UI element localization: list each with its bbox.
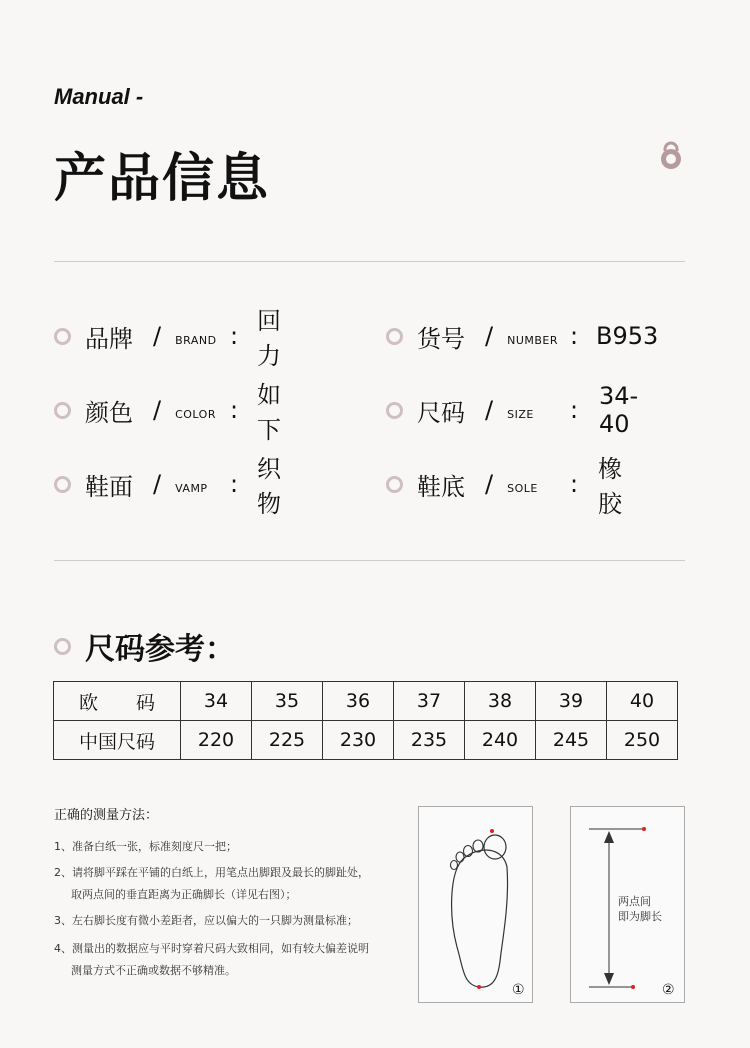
attr-en-label: VAMP — [175, 481, 208, 495]
diagram-label: 两点间 — [618, 895, 651, 908]
table-cell: 240 — [465, 721, 536, 760]
colon: : — [230, 322, 239, 350]
slash: / — [485, 322, 494, 350]
bullet-ring-icon — [54, 402, 71, 419]
colon: : — [570, 396, 579, 424]
measure-step: 测量方式不正确或数据不够精准。 — [71, 964, 236, 977]
attr-en-label: COLOR — [175, 407, 216, 421]
bullet-ring-icon — [386, 476, 403, 493]
measure-step: 取两点间的垂直距离为正确脚长（详见右图）； — [71, 888, 297, 901]
table-cell: 39 — [536, 682, 607, 721]
attr-size — [386, 382, 639, 438]
measure-step: 1、准备白纸一张，标准刻度尺一把； — [54, 840, 237, 853]
bullet-ring-icon — [54, 638, 71, 655]
attr-label: 货号 — [417, 324, 465, 353]
colon: : — [570, 322, 579, 350]
slash: / — [485, 396, 494, 424]
table-cell: 230 — [323, 721, 394, 760]
attr-value: 如下 — [257, 381, 281, 444]
slash: / — [153, 322, 162, 350]
attr-vamp — [54, 455, 281, 518]
attr-en-label: BRAND — [175, 333, 217, 347]
attr-value: 34-40 — [599, 382, 639, 438]
table-cell: 38 — [465, 682, 536, 721]
table-cell: 220 — [181, 721, 252, 760]
table-cell: 245 — [536, 721, 607, 760]
attr-label: 颜色 — [85, 398, 133, 427]
table-cell: 250 — [607, 721, 678, 760]
attr-brand — [54, 307, 281, 370]
foot-diagram — [418, 806, 533, 1003]
table-row — [54, 682, 678, 721]
table-cell: 35 — [252, 682, 323, 721]
table-cell: 225 — [252, 721, 323, 760]
measure-step: 4、测量出的数据应与平时穿着尺码大致相同，如有较大偏差说明 — [54, 942, 369, 955]
attr-label: 鞋面 — [85, 472, 133, 501]
figure-number: ① — [512, 982, 525, 998]
figure-number: ② — [662, 982, 675, 998]
attr-value: 织物 — [257, 455, 281, 518]
attr-color — [54, 381, 281, 444]
table-cell: 36 — [323, 682, 394, 721]
row-label: 欧 码 — [54, 682, 181, 721]
table-cell: 34 — [181, 682, 252, 721]
measure-step: 3、左右脚长度有微小差距者，应以偏大的一只脚为测量标准； — [54, 914, 358, 927]
attr-en-label: SOLE — [507, 481, 538, 495]
attr-number — [386, 321, 659, 353]
foot-outline-icon — [419, 807, 532, 1002]
size-section-title: 尺码参考： — [85, 632, 235, 667]
attr-label: 鞋底 — [417, 472, 465, 501]
measure-heading: 正确的测量方法： — [54, 808, 159, 823]
bullet-ring-icon — [386, 328, 403, 345]
bullet-ring-icon — [54, 476, 71, 493]
bullet-ring-icon — [386, 402, 403, 419]
attr-label: 尺码 — [417, 398, 465, 427]
slash: / — [153, 396, 162, 424]
table-row — [54, 721, 678, 760]
divider — [54, 261, 685, 262]
measure-step: 2、请将脚平踩在平铺的白纸上，用笔点出脚跟及最长的脚趾处， — [54, 866, 369, 879]
size-section-header — [54, 624, 235, 668]
attr-value: 橡胶 — [598, 455, 622, 518]
attr-en-label: NUMBER — [507, 333, 559, 347]
attr-value: B953 — [596, 322, 659, 350]
table-cell: 235 — [394, 721, 465, 760]
attr-sole — [386, 455, 622, 518]
page-title: 产品信息 — [54, 149, 271, 209]
divider — [54, 560, 685, 561]
slash: / — [485, 470, 494, 498]
row-label: 中国尺码 — [54, 721, 181, 760]
slash: / — [153, 470, 162, 498]
attr-value: 回力 — [257, 307, 281, 370]
measurement-diagram — [570, 806, 685, 1003]
attr-label: 品牌 — [85, 324, 133, 353]
size-table — [53, 681, 678, 760]
colon: : — [570, 470, 579, 498]
table-cell: 37 — [394, 682, 465, 721]
colon: : — [230, 470, 239, 498]
lock-decoration-icon — [658, 140, 684, 172]
attr-en-label: SIZE — [507, 407, 534, 421]
diagram-label: 即为脚长 — [618, 910, 662, 923]
colon: : — [230, 396, 239, 424]
manual-label: Manual - — [54, 84, 144, 109]
table-cell: 40 — [607, 682, 678, 721]
bullet-ring-icon — [54, 328, 71, 345]
